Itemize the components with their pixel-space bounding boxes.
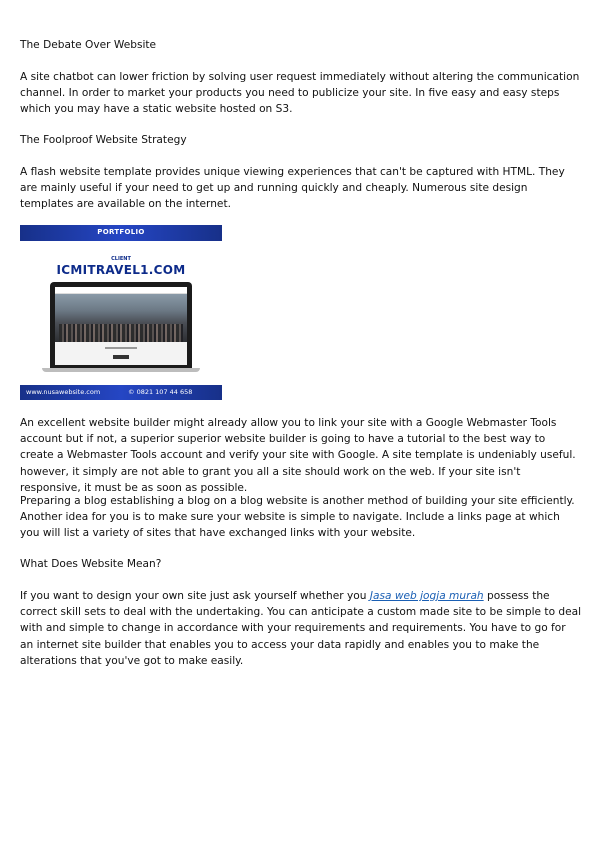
laptop-base (42, 368, 200, 372)
laptop-icon (50, 282, 192, 368)
group-photo (55, 294, 187, 342)
heading-foolproof: The Foolproof Website Strategy (20, 134, 187, 146)
screen-button (113, 355, 129, 359)
footer-phone: © 0821 107 44 658 (128, 388, 193, 396)
screen-text-line (105, 347, 137, 349)
jasa-web-link[interactable]: Jasa web jogja murah (369, 590, 484, 602)
portfolio-header-bar (20, 225, 222, 241)
paragraph-5-end: possess the correct skill sets to deal with the undertaking. You can anticipate a custom made site to be simple to deal with and simple to change in accordance with your requirements and requirements. You have to go for an internet site builder that enables you to access your data rapidly and enables you to make the alterations that you've got to make easily. (20, 590, 582, 667)
footer-website: www.nusawebsite.com (26, 388, 101, 396)
paragraph-2: A flash website template provides unique viewing experiences that can't be captured with HTML. They are mainly useful if your need to get up and running quickly and cheaply. Numerous site design templates are available on the internet. (20, 166, 565, 211)
client-domain: ICMITRAVEL1.COM (56, 263, 186, 277)
paragraph-1: A site chatbot can lower friction by solving user request immediately without altering the communication channel. In order to market your products you need to publicize your site. In five easy and easy steps which you may have a static website hosted on S3. (20, 71, 580, 116)
portfolio-footer-bar (20, 385, 222, 400)
portfolio-image (20, 225, 222, 400)
client-label: CLIENT (111, 256, 131, 262)
screen-nav-bar (55, 287, 187, 294)
heading-what-does: What Does Website Mean? (20, 558, 162, 570)
heading-debate: The Debate Over Website (20, 39, 157, 51)
paragraph-5 (20, 588, 582, 669)
laptop-screen-content (55, 287, 187, 365)
paragraph-5-start: If you want to design your own site just ask yourself whether you (20, 590, 370, 602)
portfolio-header-label: PORTFOLIO (97, 228, 145, 236)
paragraph-4: Preparing a blog establishing a blog on a blog website is another method of building your site efficiently. Another idea for you is to make sure your website is simple to navigate. Include a links page at which you will list a variety of sites that have exchanged links with your website. (20, 495, 575, 540)
paragraph-3: An excellent website builder might already allow you to link your site with a Google Webmaster Tools account but if not, a superior superior website builder is going to have a tutorial to the best way to create a Webmaster Tools account and verify your site with Google. A site template is undeniably useful. however, it simply are not able to grant you all a site should work on the web. If your site isn't responsive, it must be as soon as possible. (20, 417, 576, 494)
group-people (59, 324, 183, 342)
